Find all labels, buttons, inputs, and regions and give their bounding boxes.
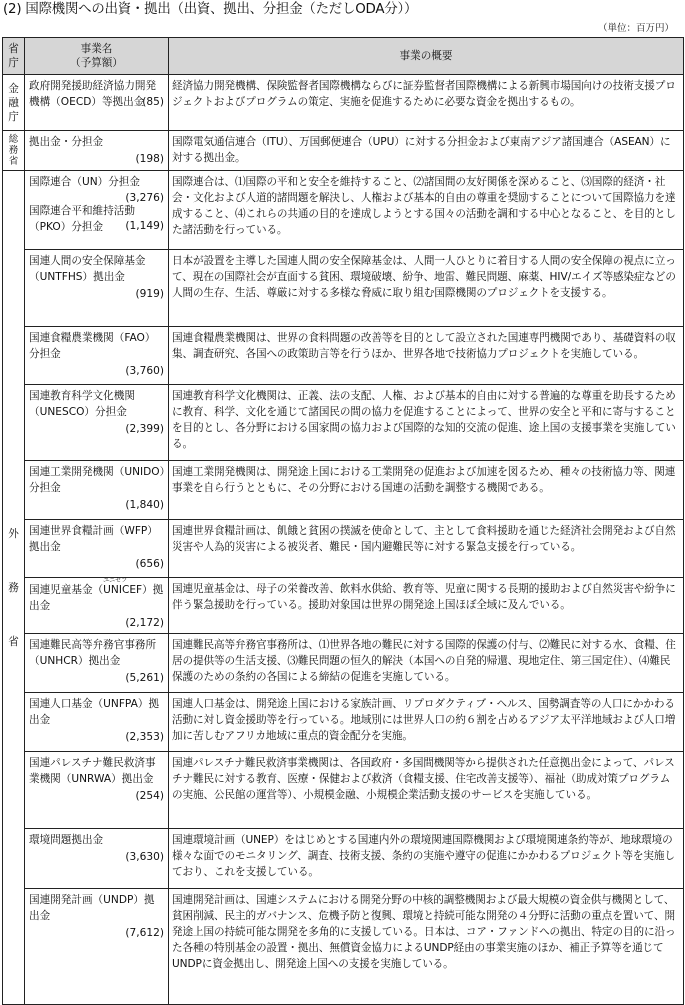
table-row bbox=[3, 131, 684, 171]
table-header-row bbox=[3, 38, 684, 75]
overview-cell: 国際連合は、⑴国際の平和と安全を維持すること、⑵諸国間の友好関係を深めること、⑶国際的経済・社会・文化および人道的諸問題を解決し、人権および基本的自由の尊重を奨励することについて国際協力を達成すること、⑷これらの共通の目的を達成しようとする国々の活動を調和する中心となること、を目的とした諸活動を行っている。 bbox=[169, 171, 684, 250]
project-cell: 国連工業開発機関（UNIDO）分担金 (1,840) bbox=[25, 461, 169, 520]
overview-cell: 国連児童基金は、母子の栄養改善、飲料水供給、教育等、児童に関する長期的援助および自然災害や紛争に伴う緊急援助を行っている。援助対象国は世界の開発途上国ほぼ全域に及んでいる。 bbox=[169, 578, 684, 634]
table-row bbox=[3, 889, 684, 1005]
budget-table bbox=[2, 37, 684, 1005]
ministry-fsa: 金融庁 bbox=[3, 75, 25, 131]
overview-cell: 国連食糧農業機関は、世界の食料問題の改善等を目的として設立された国連専門機関であり、基礎資料の収集、調査研究、各国への政策助言等を行うほか、世界各地で技術協力プロジェクトを実施している。 bbox=[169, 327, 684, 385]
table-row bbox=[3, 634, 684, 693]
table-row bbox=[3, 461, 684, 520]
project-cell: 国連パレスチナ難民救済事業機関（UNRWA）拠出金 (254) bbox=[25, 752, 169, 829]
page-title: (2) 国際機関への出資・拠出（出資、拠出、分担金（ただしODA分）） bbox=[3, 2, 418, 17]
table-row bbox=[3, 75, 684, 131]
project-header: 事業名 （予算額） bbox=[25, 38, 169, 75]
overview-header: 事業の概要 bbox=[169, 38, 684, 75]
table-row bbox=[3, 520, 684, 578]
project-cell: 国連食糧農業機関（FAO）分担金 (3,760) bbox=[25, 327, 169, 385]
table-row bbox=[3, 752, 684, 829]
project-cell: 政府開発援助経済協力開発機構（OECD）等拠出金 (85) bbox=[25, 75, 169, 131]
overview-cell: 国連工業開発機関は、開発途上国における工業開発の促進および加速を図るため、種々の技術協力等、関連事業を自ら行うとともに、その分野における国連の活動を調整する機関である。 bbox=[169, 461, 684, 520]
project-cell: 国連児童基金（ ユニセフ UNICEF）拠出金 (2,172) bbox=[25, 578, 169, 634]
ministry-mic: 総務省 bbox=[3, 131, 25, 171]
table-row bbox=[3, 171, 684, 250]
overview-cell: 国連パレスチナ難民救済事業機関は、各国政府・多国間機関等から提供された任意拠出金によって、パレスチナ難民に対する教育、医療・保健および救済（食糧支援、住宅改善支援等）、福祉（助成対策プログラムの実施、公民館の運営等）、小規模金融、小規模企業活動支援のサービスを実施している。 bbox=[169, 752, 684, 829]
project-cell: 国連人間の安全保障基金（UNTFHS）拠出金 (919) bbox=[25, 250, 169, 327]
table-row bbox=[3, 578, 684, 634]
table-row bbox=[3, 693, 684, 752]
overview-cell: 経済協力開発機構、保険監督者国際機構ならびに証券監督者国際機構による新興市場国向けの技術支援プロジェクトおよびプログラムの策定、実施を促進するために必要な資金を拠出するもの。 bbox=[169, 75, 684, 131]
project-cell: 国連難民高等弁務官事務所（UNHCR）拠出金 (5,261) bbox=[25, 634, 169, 693]
overview-cell: 国連教育科学文化機関は、正義、法の支配、人権、および基本的自由に対する普遍的な尊重を助長するために教育、科学、文化を通じて諸国民の間の協力を促進することによって、世界の安全と平和に寄与することを目的とし、各分野における国家間の協力および国際的な知的交流の促進、途上国の支援事業を実施している。 bbox=[169, 385, 684, 461]
overview-cell: 国連開発計画は、国連システムにおける開発分野の中核的調整機関および最大規模の資金供与機関として、貧困削減、民主的ガバナンス、危機予防と復興、環境と持続可能な開発の４分野に活動の重点を置いて、開発途上国の持続可能な開発を多角的に支援している。日本は、コア・ファンドへの拠出、特定の目的に沿った各種の特別基金の設置・拠出、無償資金協力によるUNDP経由の事業実施のほか、補正予算等を通じてUNDPに資金拠出し、開発途上国への支援を実施している。 bbox=[169, 889, 684, 1005]
project-cell: 国連人口基金（UNFPA）拠出金 (2,353) bbox=[25, 693, 169, 752]
table-row bbox=[3, 385, 684, 461]
table-row bbox=[3, 250, 684, 327]
ministry-header: 省庁 bbox=[3, 38, 25, 75]
overview-cell: 国連難民高等弁務官事務所は、⑴世界各地の難民に対する国際的保護の付与、⑵難民に対する水、食糧、住居の提供等の生活支援、⑶難民問題の恒久的解決（本国への自発的帰還、現地定住、第三国定住）、⑷難民保護のための条約の各国による締結の促進を実施している。 bbox=[169, 634, 684, 693]
overview-cell: 国際電気通信連合（ITU）、万国郵便連合（UPU）に対する分担金および東南アジア諸国連合（ASEAN）に対する拠出金。 bbox=[169, 131, 684, 171]
table-row bbox=[3, 829, 684, 889]
ministry-mofa: 外務省 bbox=[3, 171, 25, 1005]
project-cell: 国連世界食糧計画（WFP）拠出金 (656) bbox=[25, 520, 169, 578]
project-cell: 国際連合（UN）分担金 (3,276) 国際連合平和維持活動（PKO）分担金 (1,149) bbox=[25, 171, 169, 250]
overview-cell: 日本が設置を主導した国連人間の安全保障基金は、人間一人ひとりに着目する人間の安全保障の視点に立って、現在の国際社会が直面する貧困、環境破壊、紛争、地雷、難民問題、麻薬、HIV/エイズ等感染症などの人間の生存、生活、尊厳に対する多様な脅威に取り組む国際機関のプロジェクトを支援する。 bbox=[169, 250, 684, 327]
project-cell: 拠出金・分担金 (198) bbox=[25, 131, 169, 171]
project-cell: 環境問題拠出金 (3,630) bbox=[25, 829, 169, 889]
overview-cell: 国連世界食糧計画は、飢餓と貧困の撲滅を使命として、主として食料援助を通じた経済社会開発および自然災害や人為的災害による被災者、難民・国内避難民等に対する緊急支援を行っている。 bbox=[169, 520, 684, 578]
project-cell: 国連開発計画（UNDP）拠出金 (7,612) bbox=[25, 889, 169, 1005]
project-cell: 国連教育科学文化機関（UNESCO）分担金 (2,399) bbox=[25, 385, 169, 461]
table-row bbox=[3, 327, 684, 385]
overview-cell: 国連人口基金は、開発途上国における家族計画、リプロダクティブ・ヘルス、国勢調査等の人口にかかわる活動に対し資金援助等を行っている。地域別には世界人口の約６割を占めるアジア太平洋地域および人口増加に苦しむアフリカ地域に重点的資金配分を実施。 bbox=[169, 693, 684, 752]
unit-label: （単位：百万円） bbox=[597, 23, 674, 34]
overview-cell: 国連環境計画（UNEP）をはじめとする国連内外の環境関連国際機関および環境関連条約等が、地球環境の様々な面でのモニタリング、調査、技術支援、条約の実施や遵守の促進にかかわるプロジェクト等を実施しており、これを支援している。 bbox=[169, 829, 684, 889]
